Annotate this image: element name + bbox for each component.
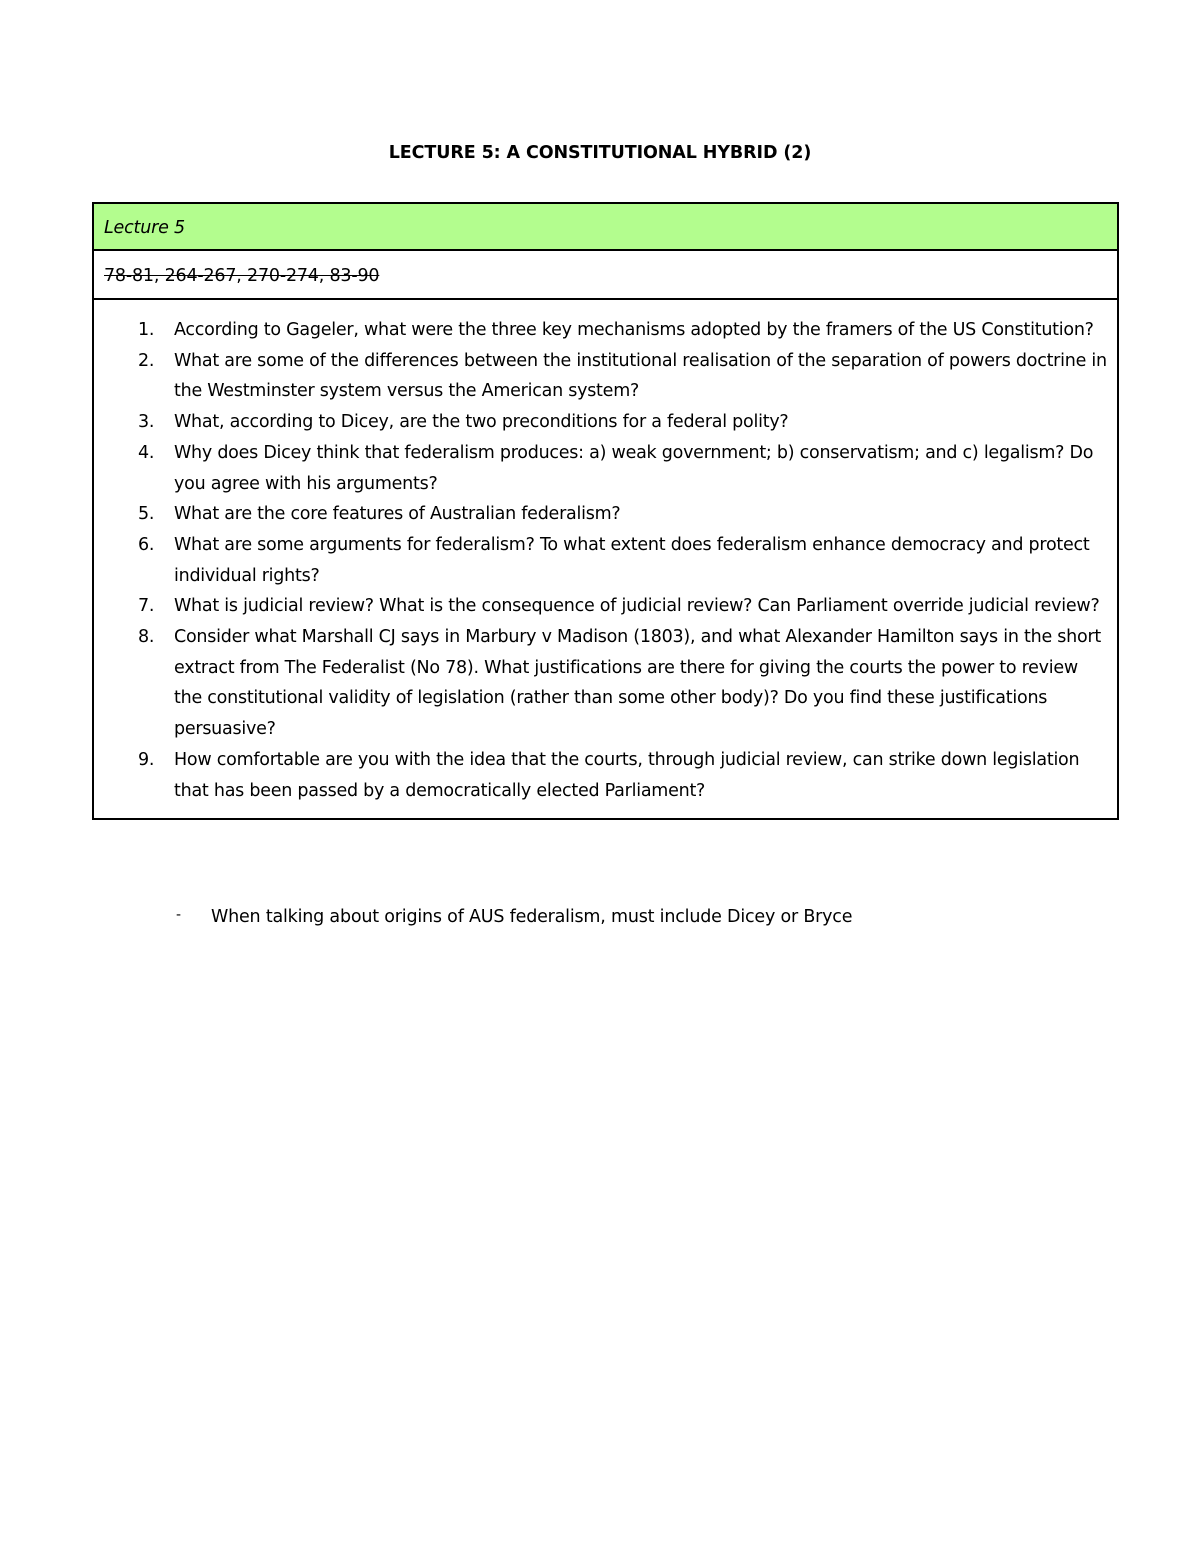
note-text: When talking about origins of AUS federalism, must include Dicey or Bryce xyxy=(211,907,853,927)
list-item: 4. Why does Dicey think that federalism produces: a) weak government; b) conservatism; and c) legalism? Do you agree with his arguments? xyxy=(138,442,1094,494)
list-item: 3. What, according to Dicey, are the two preconditions for a federal polity? xyxy=(138,412,789,433)
list-item: 5. What are the core features of Australian federalism? xyxy=(138,504,621,525)
table-header-row xyxy=(94,204,1117,251)
list-item: 7. What is judicial review? What is the consequence of judicial review? Can Parliament override judicial review? xyxy=(138,596,1100,617)
reading-pages-row xyxy=(94,251,1117,300)
note-bullet xyxy=(176,907,852,927)
list-item: 8. Consider what Marshall CJ says in Marbury v Madison (1803), and what Alexander Hamilton says in the short extract from The Federalist (No 78). What justifications are there for giving the courts the power to review the constitutional validity of legislation (rather than some other body)? Do you find these justifications persuasive? xyxy=(138,627,1102,740)
lecture-table xyxy=(92,202,1119,820)
questions-row xyxy=(94,300,1117,818)
questions-list xyxy=(94,315,1107,806)
list-item: 1. According to Gageler, what were the three key mechanisms adopted by the framers of the US Constitution? xyxy=(138,320,1094,340)
reading-pages: 78-81, 264-267, 270-274, 83-90 xyxy=(104,266,380,286)
page-title: LECTURE 5: A CONSTITUTIONAL HYBRID (2) xyxy=(388,143,812,163)
lecture-label: Lecture 5 xyxy=(104,218,185,238)
list-item: 9. How comfortable are you with the idea that the courts, through judicial review, can strike down legislation that has been passed by a democratically elected Parliament? xyxy=(138,749,1080,801)
list-item: 2. What are some of the differences between the institutional realisation of the separation of powers doctrine in the Westminster system versus the American system? xyxy=(138,350,1107,402)
bullet-dash: - xyxy=(176,907,181,923)
list-item: 6. What are some arguments for federalism? To what extent does federalism enhance democracy and protect individual rights? xyxy=(138,534,1090,586)
